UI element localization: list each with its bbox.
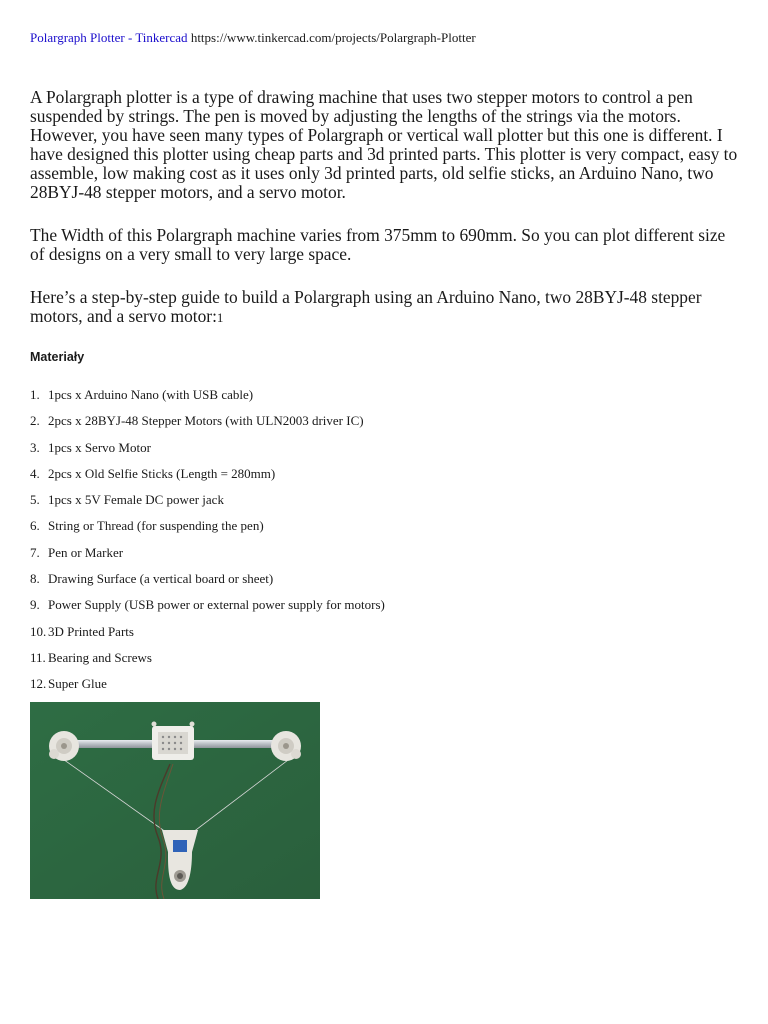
list-item-number: 12. xyxy=(30,676,47,692)
materials-heading: Materiały xyxy=(30,350,85,364)
list-item-number: 6. xyxy=(30,518,40,534)
materials-list xyxy=(30,386,385,702)
source-url: https://www.tinkercad.com/projects/Polargraph-Plotter xyxy=(190,30,476,45)
list-item-number: 4. xyxy=(30,465,40,481)
list-item-text: 1pcs x 5V Female DC power jack xyxy=(48,492,224,508)
list-item xyxy=(30,623,385,649)
list-item-number: 9. xyxy=(30,597,40,613)
list-item xyxy=(30,675,385,701)
intro-paragraph-2: The Width of this Polargraph machine varies from 375mm to 690mm. So you can plot different size of designs on a very small to very large space. xyxy=(30,225,726,264)
list-item-number: 5. xyxy=(30,492,40,508)
intro-paragraph-3 xyxy=(30,288,742,327)
list-item xyxy=(30,465,385,491)
list-item-number: 10. xyxy=(30,623,47,639)
source-line xyxy=(30,30,476,46)
source-link[interactable]: Polargraph Plotter - Tinkercad xyxy=(30,30,188,45)
list-item xyxy=(30,491,385,517)
list-item-number: 3. xyxy=(30,439,40,455)
list-item-text: 2pcs x 28BYJ-48 Stepper Motors (with ULN2003 driver IC) xyxy=(48,413,364,429)
list-item-number: 7. xyxy=(30,544,40,560)
list-item xyxy=(30,596,385,622)
list-item-text: 1pcs x Arduino Nano (with USB cable) xyxy=(48,387,254,402)
list-item xyxy=(30,412,385,438)
list-item-number: 1. xyxy=(30,387,40,402)
list-item-text: Drawing Surface (a vertical board or sheet) xyxy=(48,571,274,587)
list-item xyxy=(30,517,385,543)
list-item-text: Bearing and Screws xyxy=(48,649,152,665)
list-item-number: 11. xyxy=(30,649,46,665)
intro-paragraph-1: A Polargraph plotter is a type of drawing machine that uses two stepper motors to control a pen suspended by strings. The pen is moved by adjusting the lengths of the strings via the motors. However, you have seen many types of Polargraph or vertical wall plotter but this one is different. I have designed this plotter using cheap parts and 3d printed parts. This plotter is very compact, easy to assemble, low making cost as it uses only 3d printed parts, old selfie sticks, an Arduino Nano, two 28BYJ-48 stepper motors, and a servo motor. xyxy=(30,87,738,202)
list-item-number: 8. xyxy=(30,571,40,587)
list-item xyxy=(30,439,385,465)
polargraph-plotter-photo xyxy=(30,702,320,899)
list-item-text: 2pcs x Old Selfie Sticks (Length = 280mm) xyxy=(48,465,276,481)
list-item xyxy=(30,386,385,412)
list-item-text: Power Supply (USB power or external power supply for motors) xyxy=(48,597,385,613)
list-item-number: 2. xyxy=(30,413,40,429)
intro-paragraph-3-text: Here’s a step-by-step guide to build a Polargraph using an Arduino Nano, two 28BYJ-48 stepper motors, and a servo motor: xyxy=(30,287,702,326)
footnote-reference[interactable]: 1 xyxy=(216,310,224,325)
list-item-text: 3D Printed Parts xyxy=(48,623,134,639)
list-item xyxy=(30,544,385,570)
list-item-text: String or Thread (for suspending the pen) xyxy=(48,518,264,534)
list-item-text: 1pcs x Servo Motor xyxy=(48,439,151,455)
list-item-text: Pen or Marker xyxy=(48,544,124,560)
list-item-text: Super Glue xyxy=(48,676,107,692)
list-item xyxy=(30,570,385,596)
list-item xyxy=(30,649,385,675)
